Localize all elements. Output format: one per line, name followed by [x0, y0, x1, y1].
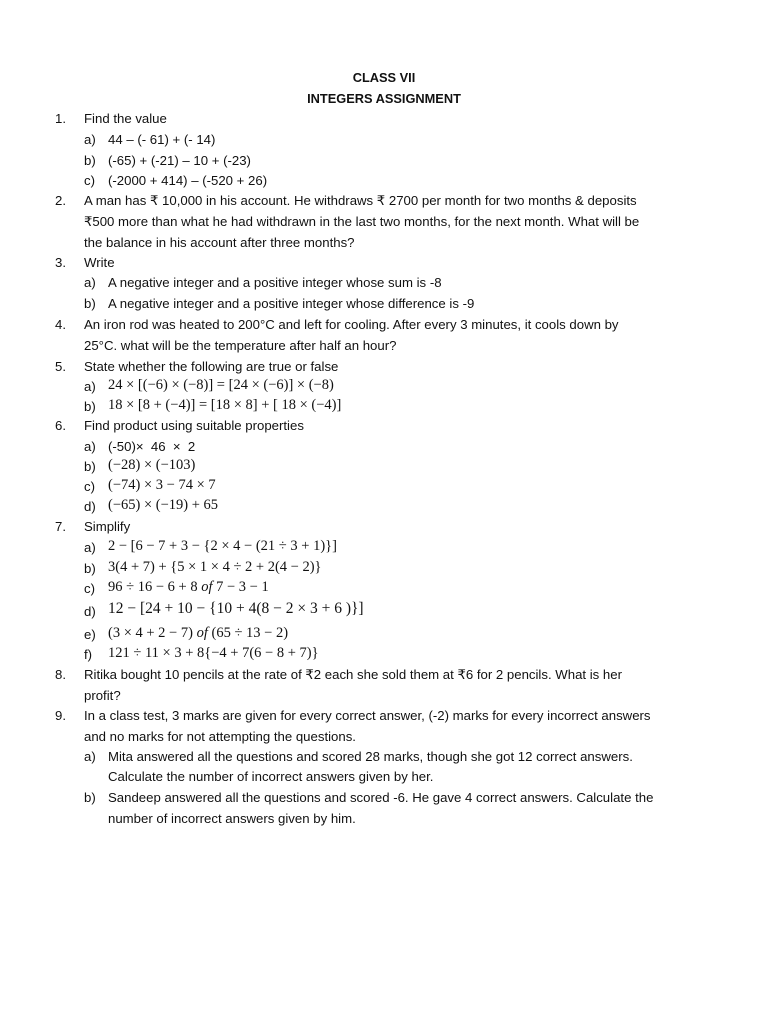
- part-label: b): [84, 153, 96, 168]
- part-text: A negative integer and a positive integer whose sum is -8: [108, 275, 442, 290]
- question-text: Ritika bought 10 pencils at the rate of ₹2 each she sold them at ₹6 for 2 pencils. What is her: [84, 667, 622, 682]
- math-expression: [108, 625, 288, 642]
- math-expression: 12 − [24 + 10 − {10 + 4(8 − 2 × 3 + 6 )}]: [108, 600, 364, 617]
- math-expression: 3(4 + 7) + {5 × 1 × 4 ÷ 2 + 2(4 − 2)}: [108, 559, 322, 575]
- part-label: b): [84, 296, 96, 311]
- part-label: d): [84, 604, 96, 619]
- math-part: 7 − 3 − 1: [212, 579, 269, 595]
- part-label: d): [84, 499, 96, 514]
- part-label: b): [84, 459, 96, 474]
- part-label: a): [84, 379, 96, 394]
- question-text: Write: [84, 255, 115, 270]
- math-expression: 18 × [8 + (−4)] = [18 × 8] + [ 18 × (−4)]: [108, 397, 342, 413]
- question-text: the balance in his account after three months?: [84, 235, 355, 250]
- part-text: Sandeep answered all the questions and scored -6. He gave 4 correct answers. Calculate the: [108, 790, 654, 805]
- part-label: c): [84, 173, 95, 188]
- part-label: c): [84, 479, 95, 494]
- question-text: State whether the following are true or false: [84, 359, 339, 374]
- part-text: (-65) + (-21) – 10 + (-23): [108, 153, 251, 168]
- part-text: (-50)× 46 × 2: [108, 439, 196, 454]
- math-expression: 121 ÷ 11 × 3 + 8{−4 + 7(6 − 8 + 7)}: [108, 645, 319, 661]
- question-number: 5.: [55, 359, 66, 374]
- question-text: Find product using suitable properties: [84, 418, 304, 433]
- part-label: b): [84, 561, 96, 576]
- math-expression: 24 × [(−6) × (−8)] = [24 × (−6)] × (−8): [108, 377, 334, 393]
- math-expression: 2 − [6 − 7 + 3 − {2 × 4 − (21 ÷ 3 + 1)}]: [108, 538, 337, 554]
- question-number: 6.: [55, 418, 66, 433]
- assignment-title: INTEGERS ASSIGNMENT: [307, 91, 461, 106]
- math-part: of: [196, 625, 208, 641]
- question-text: An iron rod was heated to 200°C and left for cooling. After every 3 minutes, it cools down by: [84, 317, 619, 332]
- question-number: 7.: [55, 519, 66, 534]
- question-number: 4.: [55, 317, 66, 332]
- part-label: c): [84, 581, 95, 596]
- question-number: 2.: [55, 193, 66, 208]
- part-text: number of incorrect answers given by him.: [108, 811, 356, 826]
- question-text: profit?: [84, 688, 121, 703]
- part-text: 44 – (- 61) + (- 14): [108, 132, 216, 147]
- question-number: 8.: [55, 667, 66, 682]
- question-text: A man has ₹ 10,000 in his account. He withdraws ₹ 2700 per month for two months & deposits: [84, 193, 637, 208]
- part-label: a): [84, 275, 96, 290]
- class-heading: CLASS VII: [352, 70, 416, 85]
- math-expression: (−65) × (−19) + 65: [108, 497, 219, 513]
- question-number: 1.: [55, 111, 66, 126]
- math-part: (65 ÷ 13 − 2): [207, 625, 289, 641]
- part-label: b): [84, 790, 96, 805]
- question-text: ₹500 more than what he had withdrawn in the last two months, for the next month. What will be: [84, 214, 640, 229]
- math-expression: [108, 579, 269, 596]
- math-expression: (−28) × (−103): [108, 457, 196, 473]
- question-text: Find the value: [84, 111, 167, 126]
- question-text: and no marks for not attempting the questions.: [84, 729, 356, 744]
- part-label: a): [84, 749, 96, 764]
- part-label: f): [84, 647, 93, 662]
- question-number: 9.: [55, 708, 66, 723]
- question-text: Simplify: [84, 519, 131, 534]
- part-label: a): [84, 439, 96, 454]
- math-part: of: [201, 579, 213, 595]
- part-text: Calculate the number of incorrect answers given by her.: [108, 769, 434, 784]
- question-text: In a class test, 3 marks are given for every correct answer, (-2) marks for every incorrect answers: [84, 708, 651, 723]
- math-part: 96 ÷ 16 − 6 + 8: [108, 579, 202, 595]
- part-label: a): [84, 540, 96, 555]
- math-part: (3 × 4 + 2 − 7): [108, 625, 197, 641]
- part-label: b): [84, 399, 96, 414]
- question-number: 3.: [55, 255, 66, 270]
- math-expression: (−74) × 3 − 74 × 7: [108, 477, 216, 493]
- question-text: 25°C. what will be the temperature after half an hour?: [84, 338, 397, 353]
- part-text: (-2000 + 414) – (-520 + 26): [108, 173, 268, 188]
- part-label: e): [84, 627, 96, 642]
- part-label: a): [84, 132, 96, 147]
- part-text: A negative integer and a positive integer whose difference is -9: [108, 296, 475, 311]
- part-text: Mita answered all the questions and scored 28 marks, though she got 12 correct answers.: [108, 749, 633, 764]
